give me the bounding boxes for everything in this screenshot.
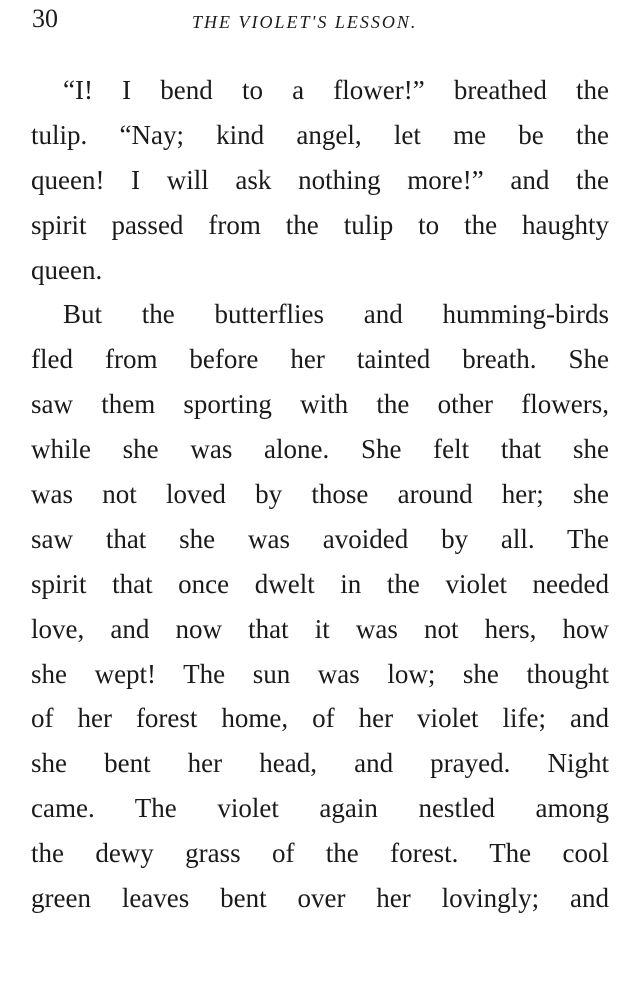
text-line: of her forest home, of her violet life; and: [31, 703, 609, 734]
text-line: she wept! The sun was low; she thought: [31, 658, 609, 689]
text-line: spirit that once dwelt in the violet needed: [31, 568, 609, 599]
text-line: green leaves bent over her lovingly; and: [31, 883, 609, 914]
page-header: [32, 4, 613, 44]
paragraph-1: [31, 68, 609, 292]
text-line: queen! I will ask nothing more!” and the: [31, 164, 609, 195]
text-line: queen.: [31, 254, 103, 285]
running-head: THE VIOLET'S LESSON.: [192, 12, 418, 32]
text-line: fled from before her tainted breath. She: [31, 344, 609, 375]
text-line: was not loved by those around her; she: [31, 479, 609, 510]
text-line: the dewy grass of the forest. The cool: [31, 838, 609, 869]
text-line: love, and now that it was not hers, how: [31, 613, 609, 644]
page-number: 30: [32, 4, 58, 33]
text-line: saw that she was avoided by all. The: [31, 523, 609, 554]
text-line: spirit passed from the tulip to the haughty: [31, 209, 609, 240]
text-line: But the butterflies and humming-birds: [63, 299, 609, 330]
text-line: saw them sporting with the other flowers,: [31, 389, 609, 420]
paragraph-2: [31, 292, 609, 920]
text-line: came. The violet again nestled among: [31, 793, 609, 824]
text-line: while she was alone. She felt that she: [31, 434, 609, 465]
text-line: she bent her head, and prayed. Night: [31, 748, 609, 779]
text-line: tulip. “Nay; kind angel, let me be the: [31, 119, 609, 150]
body-text: [31, 68, 609, 921]
text-line: “I! I bend to a flower!” breathed the: [63, 75, 609, 105]
